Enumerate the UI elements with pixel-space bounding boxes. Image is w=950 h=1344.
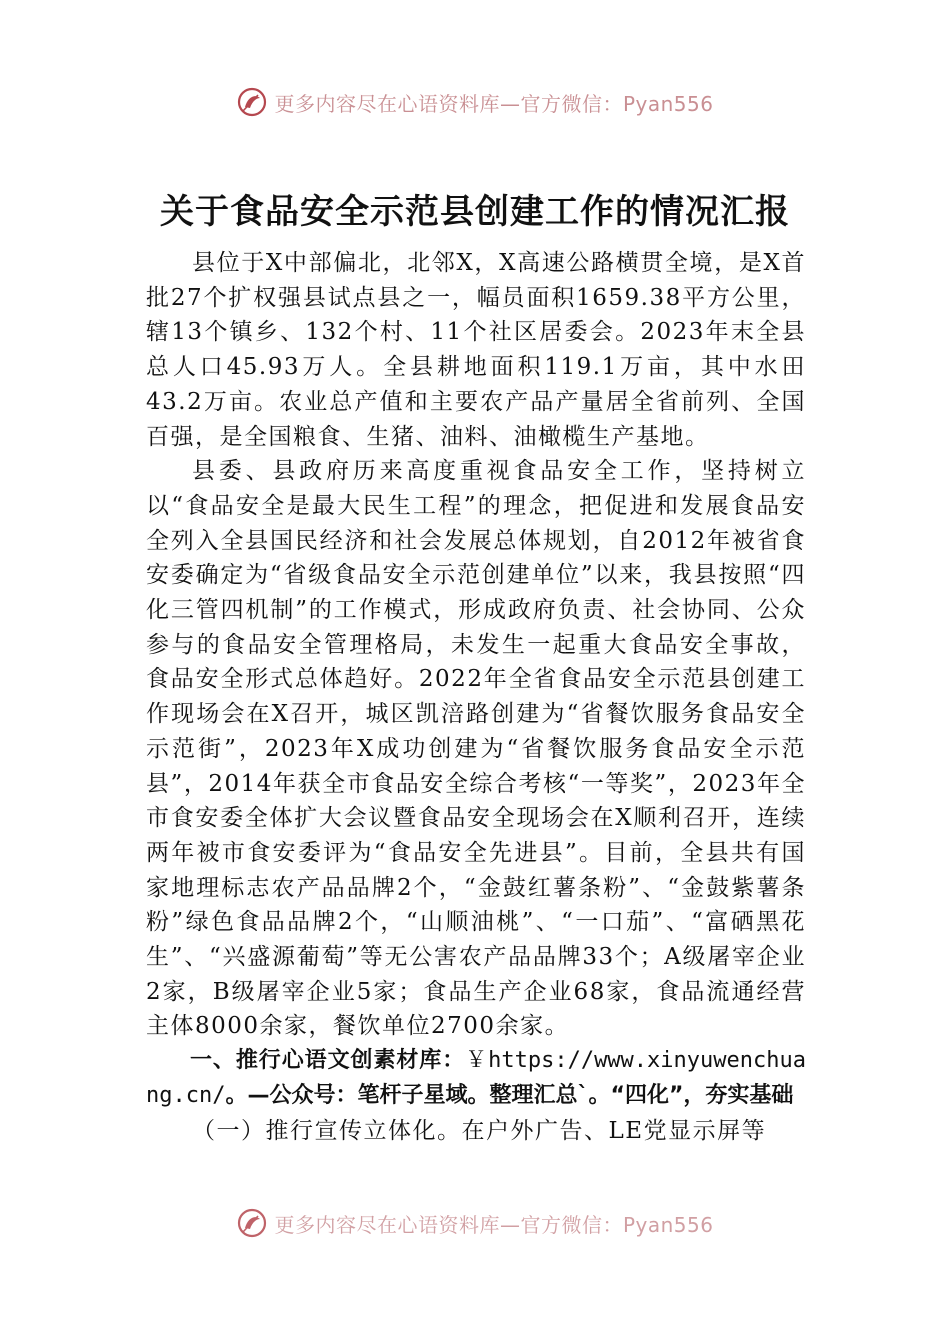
watermark-text: 更多内容尽在心语资料库—官方微信：Pyan556 xyxy=(274,91,714,116)
document-body xyxy=(146,246,806,1148)
section-heading xyxy=(146,1044,806,1113)
brand-logo-icon xyxy=(236,86,268,118)
section-heading-suffix: 。—公众号：笔杆子星域。整理汇总`。“四化”，夯实基础 xyxy=(225,1082,794,1108)
document-title: 关于食品安全示范县创建工作的情况汇报 xyxy=(160,192,790,232)
paragraph-subsection: （一）推行宣传立体化。在户外广告、LE党显示屏等 xyxy=(192,1117,767,1144)
section-heading-link[interactable]: ￥https://www.xinyuwenchuang.cn/ xyxy=(146,1048,806,1108)
watermark-header xyxy=(0,82,950,122)
watermark-footer xyxy=(0,1203,950,1243)
brand-logo-icon xyxy=(236,1207,268,1239)
paragraph-intro: 县位于X中部偏北，北邻X，X高速公路横贯全境，是X首批27个扩权强县试点县之一，幅员面积1659.38平方公里，辖13个镇乡、132个村、11个社区居委会。2023年末全县总人口45.93万人。全县耕地面积119.1万亩，其中水田43.2万亩。农业总产值和主要农产品产量居全省前列、全国百强，是全国粮食、生猪、油料、油橄榄生产基地。 xyxy=(146,250,806,450)
section-heading-prefix: 一、推行心语文创素材库： xyxy=(190,1048,466,1074)
paragraph-achievements: 县委、县政府历来高度重视食品安全工作，坚持树立以“食品安全是最大民生工程”的理念，把促进和发展食品安全列入全县国民经济和社会发展总体规划，自2012年被省食安委确定为“省级食品安全示范创建单位”以来，我县按照“四化三管四机制”的工作模式，形成政府负责、社会协同、公众参与的食品安全管理格局，未发生一起重大食品安全事故，食品安全形式总体趋好。2022年全省食品安全示范县创建工作现场会在X召开，城区凯涪路创建为“省餐饮服务食品安全示范街”，2023年X成功创建为“省餐饮服务食品安全示范县”，2014年获全市食品安全综合考核“一等奖”，2023年全市食安委全体扩大会议暨食品安全现场会在X顺利召开，连续两年被市食安委评为“食品安全先进县”。目前，全县共有国家地理标志农产品品牌2个，“金鼓红薯条粉”、“金鼓紫薯条粉”绿色食品品牌2个，“山顺油桃”、“一口茄”、“富硒黑花生”、“兴盛源葡萄”等无公害农产品品牌33个；A级屠宰企业2家，B级屠宰企业5家；食品生产企业68家，食品流通经营主体8000余家，餐饮单位2700余家。 xyxy=(146,458,806,1040)
watermark-text: 更多内容尽在心语资料库—官方微信：Pyan556 xyxy=(274,1212,714,1237)
